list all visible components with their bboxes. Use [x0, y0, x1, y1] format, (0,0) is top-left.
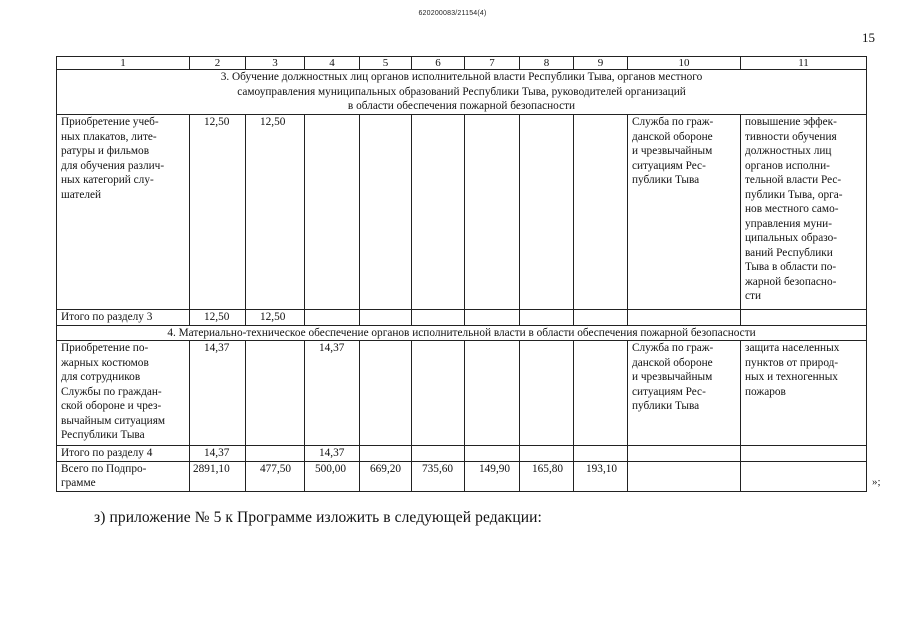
text-line: данской обороне [632, 356, 713, 369]
value-cell: 14,37 [305, 341, 360, 446]
value-cell: 12,50 [190, 310, 246, 326]
value-cell [360, 446, 412, 462]
value-cell [628, 461, 741, 491]
value-cell [412, 446, 465, 462]
table-row [57, 115, 867, 310]
text-line: ных и техногенных [745, 371, 838, 383]
value-cell [628, 310, 741, 326]
text-line: Всего по Подпро- [61, 462, 147, 475]
section-title-line: в области обеспечения пожарной безопасности [347, 100, 576, 112]
value-cell [360, 115, 412, 310]
subtotal-label: Итого по разделу 3 [57, 310, 190, 326]
value-cell: 12,50 [190, 115, 246, 310]
value-cell: 477,50 [246, 461, 305, 491]
column-header-row [57, 57, 867, 70]
text-line: Службы по граждан- [61, 385, 162, 398]
text-line: ской обороне и чрез- [61, 400, 162, 412]
text-line: ных плакатов, лите- [61, 130, 157, 143]
text-line: Республики Тыва [61, 429, 145, 441]
value-cell [520, 341, 574, 446]
text-line: должностных лиц [745, 145, 832, 157]
text-line: грамме [61, 477, 96, 489]
value-cell: 14,37 [190, 341, 246, 446]
column-header: 4 [305, 57, 360, 70]
value-cell [465, 310, 520, 326]
text-line: повышение эффек- [745, 116, 837, 128]
column-header: 10 [628, 57, 741, 70]
text-line: публики Тыва, орга- [745, 188, 843, 201]
column-header: 2 [190, 57, 246, 70]
closing-quote-mark: »; [872, 476, 881, 488]
text-line: и чрезвычайным [632, 145, 713, 157]
value-cell [741, 310, 867, 326]
value-cell [574, 341, 628, 446]
value-cell [465, 115, 520, 310]
value-cell [465, 341, 520, 446]
text-line: и чрезвычайным [632, 371, 713, 383]
measure-name [57, 115, 190, 310]
text-line: тивности обучения [745, 130, 837, 143]
value-cell [246, 446, 305, 462]
text-line: публики Тыва [632, 174, 700, 186]
value-cell [520, 115, 574, 310]
value-cell [741, 461, 867, 491]
section-3-title-row [57, 70, 867, 115]
text-line: для обучения различ- [61, 159, 165, 172]
value-cell [741, 446, 867, 462]
text-line: вычайным ситуациям [61, 414, 166, 427]
text-line: Служба по граж- [632, 116, 714, 128]
value-cell: 193,10 [574, 461, 628, 491]
value-cell [246, 341, 305, 446]
grand-total-label [57, 461, 190, 491]
executor-cell [628, 115, 741, 310]
text-line: для сотрудников [61, 371, 141, 383]
value-cell: 14,37 [190, 446, 246, 462]
value-cell [465, 446, 520, 462]
value-cell [412, 115, 465, 310]
text-line: Приобретение учеб- [61, 116, 159, 128]
measure-name [57, 341, 190, 446]
value-cell [520, 446, 574, 462]
text-line: ваний Республики [745, 246, 833, 259]
value-cell: 500,00 [305, 461, 360, 491]
text-line: пожаров [745, 385, 786, 398]
text-line: публики Тыва [632, 400, 700, 412]
column-header: 6 [412, 57, 465, 70]
text-line: ситуациям Рес- [632, 159, 706, 172]
section-4-title: 4. Материально-техническое обеспечение органов исполнительной власти в области обеспечения пожарной безопасности [57, 325, 867, 341]
document-code: 620200083/21154(4) [418, 10, 487, 17]
value-cell [360, 341, 412, 446]
text-line: органов исполни- [745, 159, 830, 172]
section-title-line: 3. Обучение должностных лиц органов исполнительной власти Республики Тыва, органов местного [220, 71, 703, 83]
instruction-paragraph: з) приложение № 5 к Программе изложить в следующей редакции: [94, 509, 542, 526]
section-title-line: самоуправления муниципальных образований Республики Тыва, руководителей организаций [237, 85, 686, 98]
result-cell [741, 341, 867, 446]
value-cell [305, 115, 360, 310]
section-4-title-row [57, 325, 867, 341]
value-cell [574, 446, 628, 462]
value-cell: 14,37 [305, 446, 360, 462]
executor-cell [628, 341, 741, 446]
subtotal-row [57, 446, 867, 462]
value-cell: 735,60 [412, 461, 465, 491]
page-number: 15 [862, 30, 875, 45]
text-line: жарных костюмов [61, 356, 149, 369]
column-header: 1 [57, 57, 190, 70]
table-row [57, 341, 867, 446]
column-header: 3 [246, 57, 305, 70]
grand-total-row [57, 461, 867, 491]
text-line: шателей [61, 188, 102, 201]
column-header: 5 [360, 57, 412, 70]
text-line: тельной власти Рес- [745, 174, 842, 186]
text-line: управления муни- [745, 217, 832, 230]
text-line: пунктов от природ- [745, 356, 839, 369]
value-cell: 12,50 [246, 115, 305, 310]
section-3-title [57, 70, 867, 115]
value-cell: 669,20 [360, 461, 412, 491]
value-cell: 12,50 [246, 310, 305, 326]
value-cell: 2891,10 [190, 461, 246, 491]
column-header: 9 [574, 57, 628, 70]
value-cell [412, 310, 465, 326]
subprogram-table [56, 56, 867, 492]
value-cell [628, 446, 741, 462]
result-cell [741, 115, 867, 310]
value-cell: 165,80 [520, 461, 574, 491]
value-cell [360, 310, 412, 326]
value-cell [574, 310, 628, 326]
text-line: жарной безопасно- [745, 275, 837, 288]
text-line: данской обороне [632, 130, 713, 143]
text-line: ципальных образо- [745, 232, 838, 244]
value-cell [574, 115, 628, 310]
value-cell: 149,90 [465, 461, 520, 491]
value-cell [305, 310, 360, 326]
text-line: Служба по граж- [632, 342, 714, 354]
text-line: Приобретение по- [61, 342, 149, 354]
value-cell [520, 310, 574, 326]
text-line: сти [745, 290, 761, 302]
column-header: 11 [741, 57, 867, 70]
text-line: Тыва в области по- [745, 261, 837, 273]
text-line: ных категорий слу- [61, 174, 154, 186]
value-cell [412, 341, 465, 446]
text-line: ситуациям Рес- [632, 385, 706, 398]
column-header: 8 [520, 57, 574, 70]
column-header: 7 [465, 57, 520, 70]
text-line: ратуры и фильмов [61, 145, 150, 157]
subtotal-row [57, 310, 867, 326]
text-line: нов местного само- [745, 203, 839, 215]
subtotal-label: Итого по разделу 4 [57, 446, 190, 462]
text-line: защита населенных [745, 342, 840, 354]
